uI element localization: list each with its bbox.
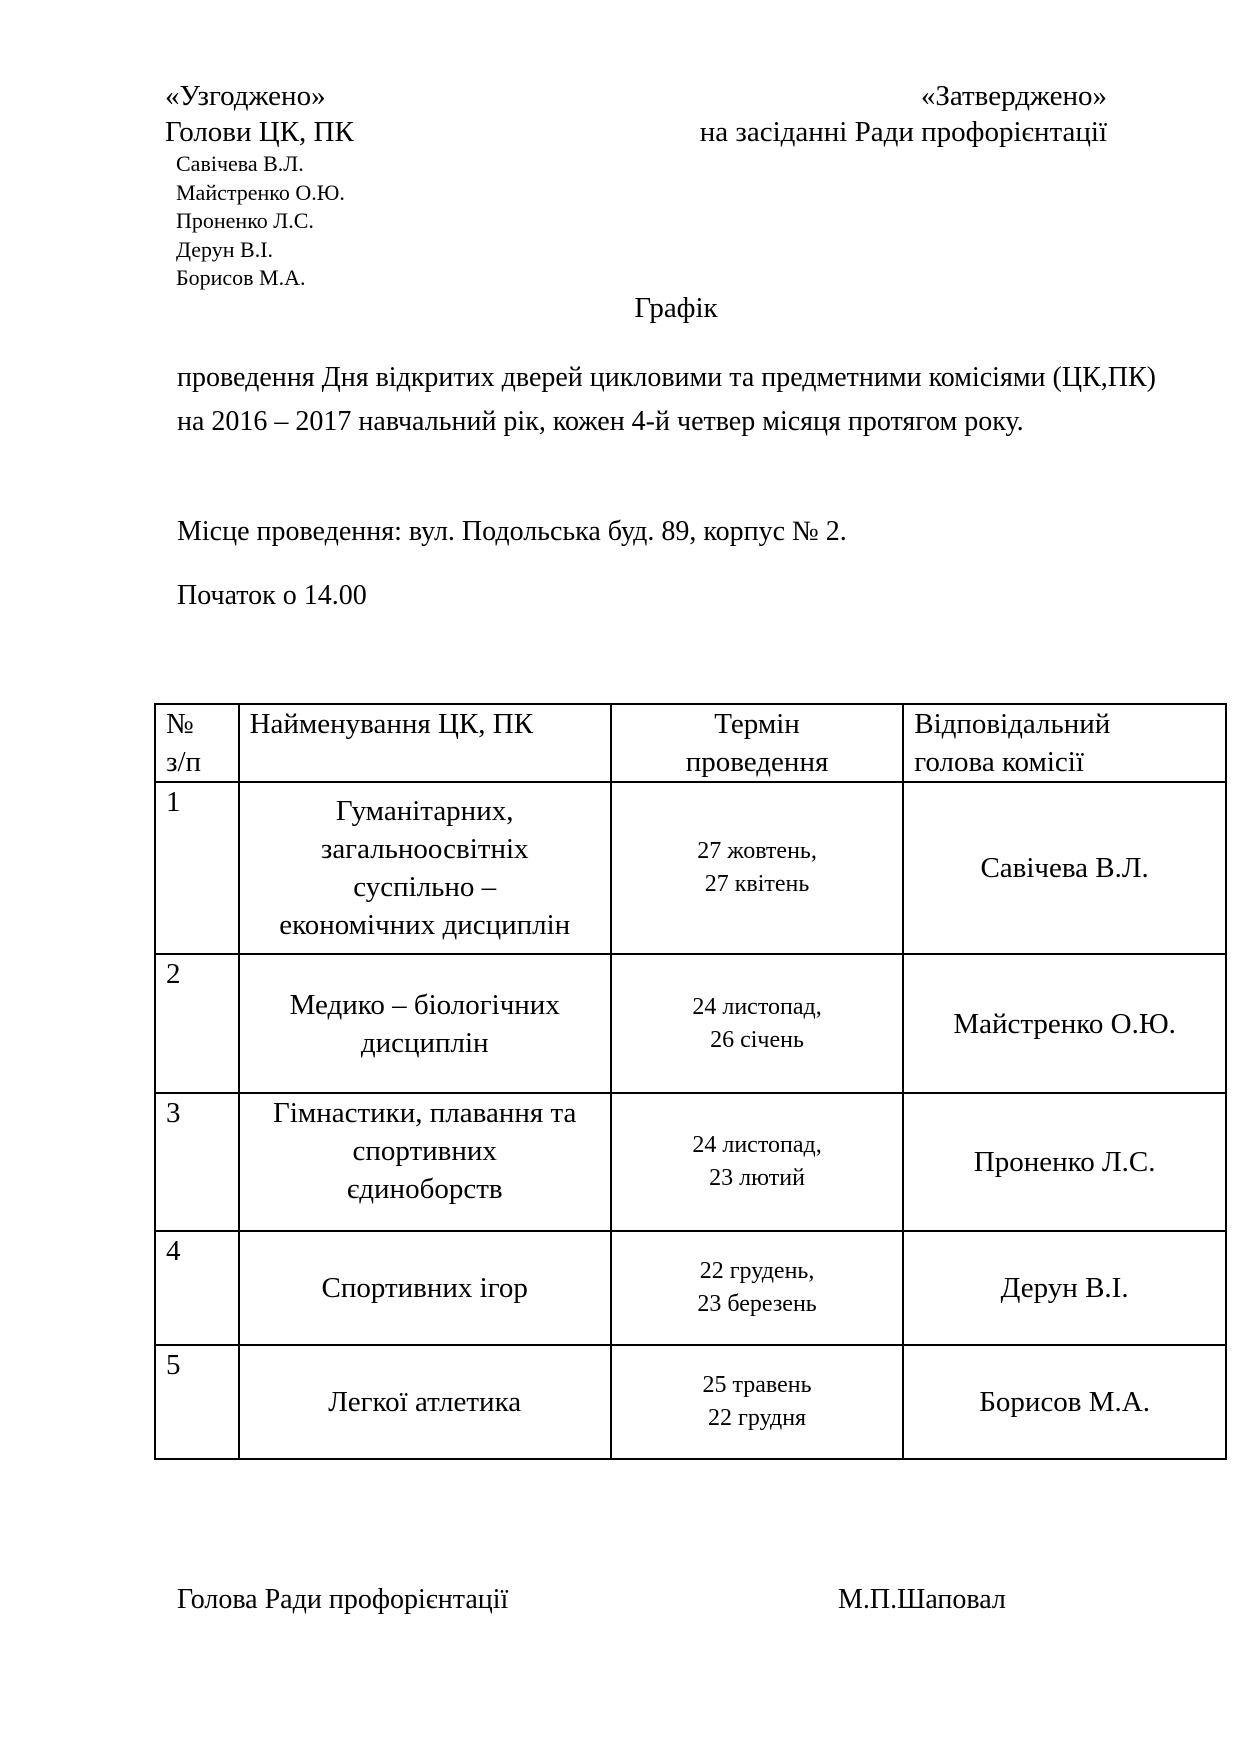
column-header-term: Термін проведення xyxy=(611,704,903,782)
approver-name: Дерун В.І. xyxy=(176,236,274,262)
approval-block-left xyxy=(165,78,354,150)
event-start-time: Початок о 14.00 xyxy=(177,580,367,611)
event-dates: 27 жовтень, 27 квітень xyxy=(611,782,903,954)
table-row xyxy=(155,1231,1226,1345)
document-title: Графік xyxy=(634,292,718,324)
commission-name: Медико – біологічних дисциплін xyxy=(239,954,611,1093)
responsible-head: Савічева В.Л. xyxy=(903,782,1226,954)
column-header-name: Найменування ЦК, ПК xyxy=(239,704,611,782)
approval-block-right xyxy=(700,78,1107,150)
approver-name: Савічева В.Л. xyxy=(176,151,304,176)
table-row xyxy=(155,782,1226,954)
signatory-role: Голова Ради профорієнтації xyxy=(177,1584,509,1615)
signatory-name: М.П.Шаповал xyxy=(838,1584,1006,1615)
event-dates: 25 травень 22 грудня xyxy=(611,1345,903,1459)
agreed-label: «Узгоджено» xyxy=(165,80,326,112)
approver-name: Майстренко О.Ю. xyxy=(176,179,345,205)
agreed-by-label: Голови ЦК, ПК xyxy=(165,116,354,148)
responsible-head: Майстренко О.Ю. xyxy=(903,954,1226,1093)
responsible-head: Проненко Л.С. xyxy=(903,1093,1226,1231)
table-row xyxy=(155,1093,1226,1231)
row-number: 5 xyxy=(155,1345,239,1459)
schedule-description: проведення Дня відкритих дверей цикловими та предметними комісіями (ЦК,ПК) на 2016 – 2017 навчальний рік, кожен 4-й четвер місяця протягом року. xyxy=(177,362,1156,437)
column-header-number: № з/п xyxy=(155,704,239,782)
event-dates: 22 грудень, 23 березень xyxy=(611,1231,903,1345)
schedule-table xyxy=(154,703,1227,1460)
row-number: 1 xyxy=(155,782,239,954)
table-row xyxy=(155,1345,1226,1459)
event-dates: 24 листопад, 26 січень xyxy=(611,954,903,1093)
column-header-responsible: Відповідальний голова комісії xyxy=(903,704,1226,782)
row-number: 3 xyxy=(155,1093,239,1231)
commission-name: Гімнастики, плавання та спортивних єдиноборств xyxy=(239,1093,611,1231)
commission-name: Спортивних ігор xyxy=(239,1231,611,1345)
responsible-head: Дерун В.І. xyxy=(903,1231,1226,1345)
table-header-row xyxy=(155,704,1226,782)
approver-name: Борисов М.А. xyxy=(176,265,306,290)
event-location: Місце проведення: вул. Подольська буд. 89, корпус № 2. xyxy=(177,516,847,547)
approved-label: «Затверджено» xyxy=(920,80,1107,112)
approver-name: Проненко Л.С. xyxy=(176,208,314,233)
responsible-head: Борисов М.А. xyxy=(903,1345,1226,1459)
event-dates: 24 листопад, 23 лютий xyxy=(611,1093,903,1231)
table-row xyxy=(155,954,1226,1093)
commission-name: Гуманітарних, загальноосвітніх суспільно – економічних дисциплін xyxy=(239,782,611,954)
commission-name: Легкої атлетика xyxy=(239,1345,611,1459)
row-number: 2 xyxy=(155,954,239,1093)
approver-list xyxy=(176,150,345,293)
row-number: 4 xyxy=(155,1231,239,1345)
approved-at-label: на засіданні Ради профорієнтації xyxy=(699,116,1107,148)
